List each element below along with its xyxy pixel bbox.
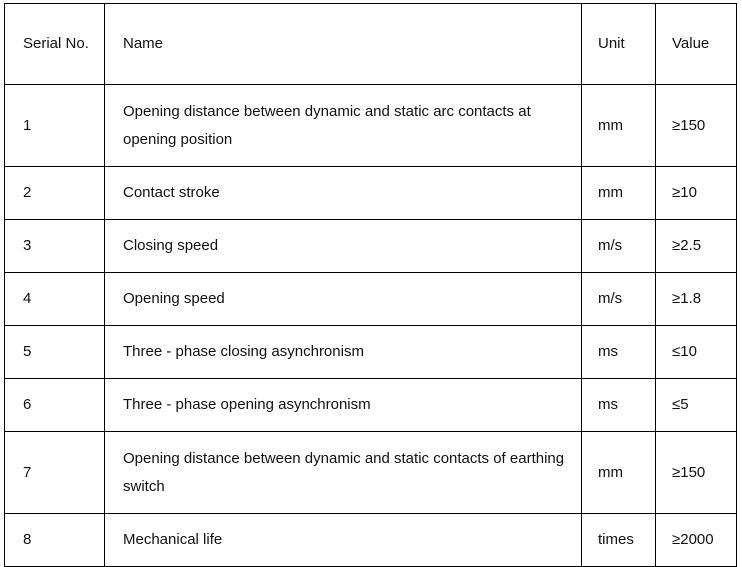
table-row xyxy=(5,167,737,220)
cell-name: Three - phase opening asynchronism xyxy=(105,379,582,432)
cell-unit: mm xyxy=(582,85,656,167)
cell-serial: 1 xyxy=(5,85,105,167)
cell-name: Opening distance between dynamic and static contacts of earthing switch xyxy=(105,432,582,514)
cell-serial: 8 xyxy=(5,514,105,567)
cell-name: Mechanical life xyxy=(105,514,582,567)
cell-value: ≤5 xyxy=(656,379,737,432)
cell-unit: mm xyxy=(582,432,656,514)
cell-serial: 6 xyxy=(5,379,105,432)
cell-unit: m/s xyxy=(582,220,656,273)
cell-name: Opening speed xyxy=(105,273,582,326)
cell-serial: 5 xyxy=(5,326,105,379)
header-serial: Serial No. xyxy=(5,4,105,85)
cell-name: Closing speed xyxy=(105,220,582,273)
table-row xyxy=(5,514,737,567)
cell-unit: m/s xyxy=(582,273,656,326)
cell-serial: 4 xyxy=(5,273,105,326)
cell-name: Contact stroke xyxy=(105,167,582,220)
cell-serial: 7 xyxy=(5,432,105,514)
cell-serial: 3 xyxy=(5,220,105,273)
header-name: Name xyxy=(105,4,582,85)
cell-value: ≥2.5 xyxy=(656,220,737,273)
table-row xyxy=(5,220,737,273)
cell-value: ≥150 xyxy=(656,432,737,514)
cell-name: Three - phase closing asynchronism xyxy=(105,326,582,379)
cell-unit: times xyxy=(582,514,656,567)
cell-unit: mm xyxy=(582,167,656,220)
cell-value: ≥150 xyxy=(656,85,737,167)
table-row xyxy=(5,273,737,326)
cell-value: ≥2000 xyxy=(656,514,737,567)
cell-value: ≥10 xyxy=(656,167,737,220)
cell-name: Opening distance between dynamic and static arc contacts at opening position xyxy=(105,85,582,167)
cell-value: ≥1.8 xyxy=(656,273,737,326)
cell-unit: ms xyxy=(582,379,656,432)
table-row xyxy=(5,432,737,514)
header-value: Value xyxy=(656,4,737,85)
table-row xyxy=(5,85,737,167)
table-row xyxy=(5,379,737,432)
table-header-row xyxy=(5,4,737,85)
cell-serial: 2 xyxy=(5,167,105,220)
cell-value: ≤10 xyxy=(656,326,737,379)
cell-unit: ms xyxy=(582,326,656,379)
table-row xyxy=(5,326,737,379)
spec-table xyxy=(4,3,737,567)
header-unit: Unit xyxy=(582,4,656,85)
